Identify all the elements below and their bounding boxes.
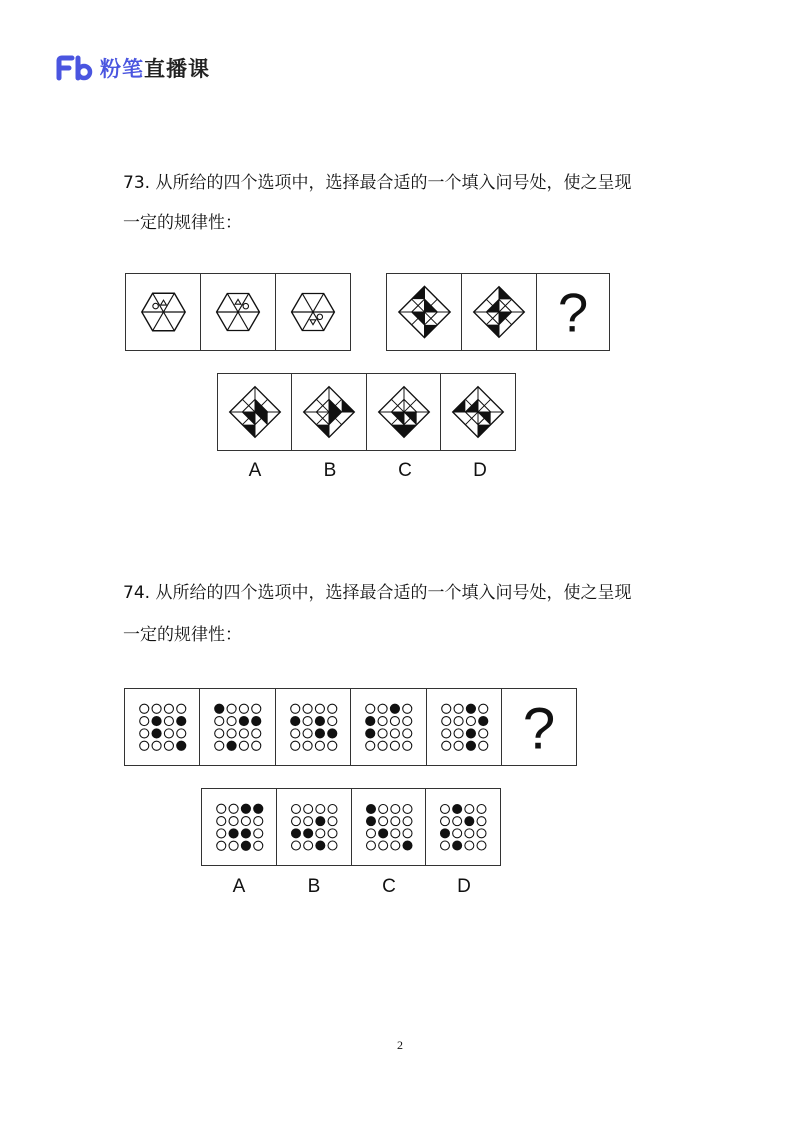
dot-grid-icon xyxy=(202,789,277,865)
filled-dot xyxy=(152,717,161,726)
q73-hexagon-group xyxy=(125,273,351,351)
empty-dot xyxy=(227,729,236,738)
empty-dot xyxy=(378,741,387,750)
filled-dot xyxy=(291,717,300,726)
empty-dot xyxy=(164,704,173,713)
empty-dot xyxy=(441,817,450,826)
empty-dot xyxy=(217,829,226,838)
empty-dot xyxy=(316,805,325,814)
dot-grid-icon xyxy=(125,689,200,765)
q74-option-b-label[interactable]: B xyxy=(307,876,321,897)
empty-dot xyxy=(478,741,487,750)
empty-dot xyxy=(391,717,400,726)
empty-dot xyxy=(252,729,261,738)
empty-dot xyxy=(403,741,412,750)
empty-dot xyxy=(215,717,224,726)
empty-dot xyxy=(478,729,487,738)
empty-dot xyxy=(477,817,486,826)
empty-dot xyxy=(441,741,450,750)
empty-dot xyxy=(378,841,387,850)
hexagon-icon xyxy=(126,274,201,350)
filled-dot xyxy=(366,817,375,826)
empty-dot xyxy=(292,841,301,850)
empty-dot xyxy=(140,704,149,713)
filled-dot xyxy=(366,729,375,738)
empty-dot xyxy=(403,704,412,713)
empty-dot xyxy=(391,817,400,826)
q73-stem-line2: 一定的规律性： xyxy=(123,213,242,233)
hexagon-icon xyxy=(201,274,275,350)
q73-option-a-figure[interactable] xyxy=(217,373,293,451)
q73-option-d-figure[interactable] xyxy=(440,373,516,451)
empty-dot xyxy=(453,829,462,838)
empty-dot xyxy=(240,704,249,713)
empty-dot xyxy=(454,704,463,713)
filled-dot xyxy=(403,841,412,850)
filled-dot xyxy=(391,704,400,713)
empty-dot xyxy=(366,829,375,838)
empty-dot xyxy=(466,717,475,726)
empty-dot xyxy=(152,741,161,750)
empty-dot xyxy=(292,805,301,814)
empty-dot xyxy=(403,817,412,826)
empty-dot xyxy=(378,704,387,713)
empty-dot xyxy=(227,704,236,713)
page-number: 2 xyxy=(397,1038,403,1052)
filled-dot xyxy=(366,805,375,814)
empty-dot xyxy=(441,841,450,850)
q74-option-d-figure[interactable] xyxy=(425,788,501,866)
empty-dot xyxy=(140,717,149,726)
question-mark: ? xyxy=(557,282,588,344)
empty-dot xyxy=(240,741,249,750)
q73-option-b-figure[interactable] xyxy=(291,373,367,451)
filled-dot xyxy=(229,829,238,838)
empty-dot xyxy=(391,841,400,850)
empty-dot xyxy=(315,741,324,750)
filled-dot xyxy=(453,805,462,814)
empty-dot xyxy=(328,817,337,826)
q74-stem-group xyxy=(124,688,577,766)
empty-dot xyxy=(328,841,337,850)
empty-dot xyxy=(454,741,463,750)
filled-dot xyxy=(252,717,261,726)
hexagon-figure-1 xyxy=(125,273,202,351)
empty-dot xyxy=(229,817,238,826)
filled-dot xyxy=(315,717,324,726)
q73-option-b-label[interactable]: B xyxy=(323,460,337,481)
filled-dot xyxy=(292,829,301,838)
empty-dot xyxy=(477,829,486,838)
empty-dot xyxy=(328,805,337,814)
q73-option-a-label[interactable]: A xyxy=(248,460,262,481)
empty-dot xyxy=(403,829,412,838)
empty-dot xyxy=(366,741,375,750)
empty-dot xyxy=(140,741,149,750)
empty-dot xyxy=(215,729,224,738)
header xyxy=(56,52,210,84)
empty-dot xyxy=(403,717,412,726)
empty-dot xyxy=(477,805,486,814)
empty-dot xyxy=(252,704,261,713)
empty-dot xyxy=(140,729,149,738)
empty-dot xyxy=(328,704,337,713)
hexagon-icon xyxy=(276,274,350,350)
empty-dot xyxy=(304,817,313,826)
filled-dot xyxy=(227,741,236,750)
q74-option-a-label[interactable]: A xyxy=(232,876,246,897)
empty-dot xyxy=(403,729,412,738)
dot-grid-icon xyxy=(427,689,502,765)
q74-option-b-figure[interactable] xyxy=(276,788,352,866)
empty-dot xyxy=(241,817,250,826)
filled-dot xyxy=(254,804,263,813)
empty-dot xyxy=(291,729,300,738)
empty-dot xyxy=(454,729,463,738)
empty-dot xyxy=(292,817,301,826)
filled-dot xyxy=(378,829,387,838)
question-mark-cell xyxy=(501,688,577,766)
brand-part2: 直播课 xyxy=(144,57,210,81)
dot-grid-icon xyxy=(352,789,426,865)
diamond-figure-2 xyxy=(461,273,537,351)
diamond-figure-1 xyxy=(386,273,463,351)
dot-grid-icon xyxy=(276,689,351,765)
q73-option-c-label[interactable]: C xyxy=(398,460,412,481)
filled-dot xyxy=(441,829,450,838)
empty-dot xyxy=(378,805,387,814)
empty-dot xyxy=(177,704,186,713)
diamond-pattern-icon xyxy=(441,374,515,450)
empty-dot xyxy=(328,741,337,750)
empty-dot xyxy=(229,804,238,813)
filled-dot xyxy=(177,717,186,726)
hexagon-figure-2 xyxy=(200,273,276,351)
empty-dot xyxy=(453,817,462,826)
question-mark-cell xyxy=(536,273,610,351)
empty-dot xyxy=(304,805,313,814)
filled-dot xyxy=(240,717,249,726)
empty-dot xyxy=(465,805,474,814)
empty-dot xyxy=(465,841,474,850)
q73-option-d-label[interactable]: D xyxy=(473,460,487,481)
empty-dot xyxy=(303,729,312,738)
filled-dot xyxy=(478,717,487,726)
filled-dot xyxy=(215,704,224,713)
diamond-pattern-icon xyxy=(292,374,366,450)
q74-option-a-figure[interactable] xyxy=(201,788,278,866)
empty-dot xyxy=(403,805,412,814)
filled-dot xyxy=(465,817,474,826)
empty-dot xyxy=(164,741,173,750)
empty-dot xyxy=(217,841,226,850)
filled-dot xyxy=(466,704,475,713)
q74-option-d-label[interactable]: D xyxy=(457,876,471,897)
dot-grid-figure-4 xyxy=(350,688,427,766)
q74-options-group xyxy=(201,788,501,866)
empty-dot xyxy=(454,717,463,726)
empty-dot xyxy=(328,717,337,726)
empty-dot xyxy=(252,741,261,750)
filled-dot xyxy=(152,729,161,738)
empty-dot xyxy=(177,729,186,738)
filled-dot xyxy=(453,841,462,850)
filled-dot xyxy=(316,841,325,850)
fb-logo-icon xyxy=(56,55,94,81)
empty-dot xyxy=(227,717,236,726)
diamond-pattern-icon xyxy=(367,374,441,450)
filled-dot xyxy=(466,741,475,750)
hexagon-figure-3 xyxy=(275,273,351,351)
empty-dot xyxy=(152,704,161,713)
empty-dot xyxy=(441,729,450,738)
q74-option-c-label[interactable]: C xyxy=(382,876,396,897)
filled-dot xyxy=(366,717,375,726)
q73-diamond-group xyxy=(386,273,610,351)
diamond-pattern-icon xyxy=(462,274,536,350)
empty-dot xyxy=(291,704,300,713)
empty-dot xyxy=(328,829,337,838)
empty-dot xyxy=(391,729,400,738)
empty-dot xyxy=(254,841,263,850)
brand-part1: 粉笔 xyxy=(100,57,144,81)
filled-dot xyxy=(241,804,250,813)
dot-grid-icon xyxy=(426,789,500,865)
brand-name xyxy=(100,53,210,83)
diamond-pattern-icon xyxy=(218,374,292,450)
empty-dot xyxy=(316,829,325,838)
filled-dot xyxy=(466,729,475,738)
empty-dot xyxy=(215,741,224,750)
empty-dot xyxy=(217,817,226,826)
filled-dot xyxy=(315,729,324,738)
filled-dot xyxy=(316,817,325,826)
q74-stem-line1: 74. 从所给的四个选项中，选择最合适的一个填入问号处，使之呈现 xyxy=(123,583,632,603)
filled-dot xyxy=(328,729,337,738)
filled-dot xyxy=(304,829,313,838)
dot-grid-icon xyxy=(200,689,275,765)
filled-dot xyxy=(241,841,250,850)
empty-dot xyxy=(478,704,487,713)
empty-dot xyxy=(366,841,375,850)
empty-dot xyxy=(391,829,400,838)
dot-grid-figure-1 xyxy=(124,688,201,766)
empty-dot xyxy=(441,704,450,713)
empty-dot xyxy=(366,704,375,713)
question-mark: ? xyxy=(522,696,556,762)
q73-option-c-figure[interactable] xyxy=(366,373,442,451)
dot-grid-figure-3 xyxy=(275,688,352,766)
empty-dot xyxy=(164,729,173,738)
dot-grid-icon xyxy=(351,689,426,765)
empty-dot xyxy=(217,804,226,813)
empty-dot xyxy=(315,704,324,713)
empty-dot xyxy=(465,829,474,838)
empty-dot xyxy=(229,841,238,850)
dot-grid-icon xyxy=(277,789,351,865)
empty-dot xyxy=(441,805,450,814)
q74-stem-line2: 一定的规律性： xyxy=(123,625,242,645)
diamond-pattern-icon xyxy=(387,274,462,350)
empty-dot xyxy=(254,817,263,826)
empty-dot xyxy=(303,741,312,750)
filled-dot xyxy=(177,741,186,750)
q74-option-c-figure[interactable] xyxy=(351,788,427,866)
empty-dot xyxy=(303,717,312,726)
empty-dot xyxy=(391,805,400,814)
filled-dot xyxy=(241,829,250,838)
empty-dot xyxy=(477,841,486,850)
empty-dot xyxy=(304,841,313,850)
empty-dot xyxy=(291,741,300,750)
empty-dot xyxy=(378,729,387,738)
empty-dot xyxy=(391,741,400,750)
empty-dot xyxy=(378,717,387,726)
q73-options-group xyxy=(217,373,516,451)
dot-grid-figure-2 xyxy=(199,688,276,766)
dot-grid-figure-5 xyxy=(426,688,503,766)
empty-dot xyxy=(378,817,387,826)
empty-dot xyxy=(164,717,173,726)
empty-dot xyxy=(441,717,450,726)
empty-dot xyxy=(254,829,263,838)
q73-stem-line1: 73. 从所给的四个选项中，选择最合适的一个填入问号处，使之呈现 xyxy=(123,173,632,193)
empty-dot xyxy=(303,704,312,713)
empty-dot xyxy=(240,729,249,738)
